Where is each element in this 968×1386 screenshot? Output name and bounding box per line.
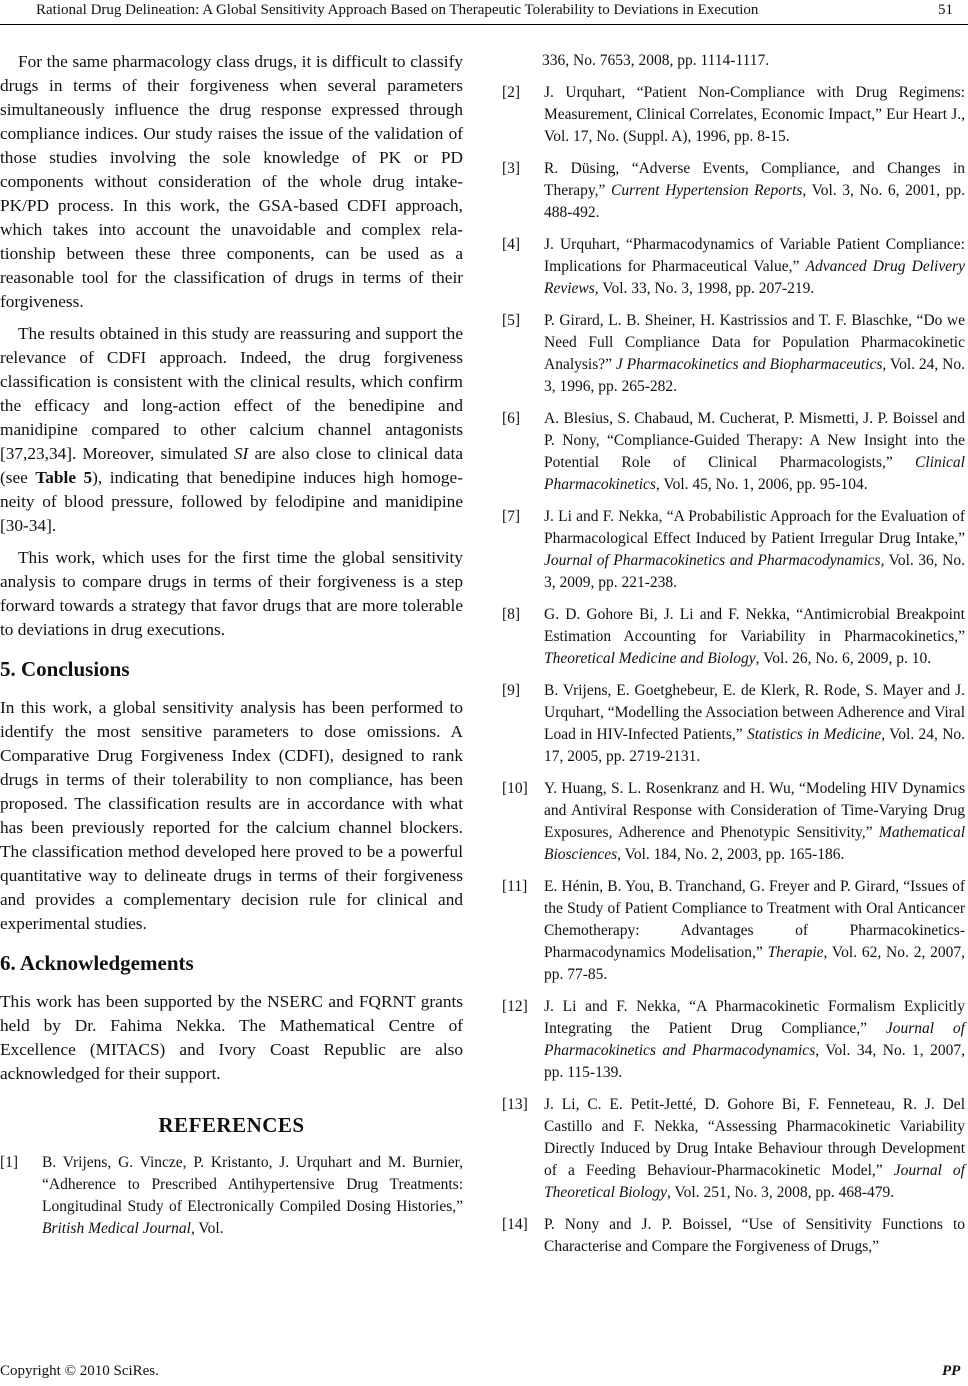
reference-text: E. Hénin, B. You, B. Tranchand, G. Freyer and P. Girard, “Issues of the Study of Patient Compliance to Treatment with Oral Anticancer Chemotherapy: Advantages of Pharmacokinetics-Pharmacodynamics Modelisation,” Therapie, Vol. 62, No. 2, 2007, pp. 77-85. bbox=[544, 878, 965, 983]
reference-text: R. Düsing, “Adverse Events, Compliance, and Changes in Therapy,” Current Hypertension Reports, Vol. 3, No. 6, 2001, pp. 488-492. bbox=[544, 160, 965, 221]
reference-item bbox=[502, 876, 965, 986]
reference-text: J. Urquhart, “Pharmacodynamics of Variable Patient Compliance: Implications for Pharmaceutical Value,” Advanced Drug Delivery Reviews, Vol. 33, No. 3, 1998, pp. 207-219. bbox=[544, 236, 965, 297]
reference-text: A. Blesius, S. Chabaud, M. Cucherat, P. Mismetti, J. P. Boissel and P. Nony, “Compliance-Guided Therapy: A New Insight into the Potential Role of Clinical Pharmacologists,” Clinical Pharmacokinetics, Vol. 45, No. 1, 2006, pp. 95-104. bbox=[544, 410, 965, 493]
reference-number: [2] bbox=[502, 84, 521, 101]
reference-journal: Journal of Pharmacokinetics and Pharmacodynamics bbox=[544, 552, 881, 569]
reference-text: J. Li and F. Nekka, “A Probabilistic Approach for the Evaluation of Pharmacological Effect Induced by Patient Irregular Drug Intake,” Journal of Pharmacokinetics and Pharmacodynamics, Vol. 36, No. 3, 2009, pp. 221-238. bbox=[544, 508, 965, 591]
reference-item bbox=[502, 996, 965, 1084]
results-text-b: are also close to clinical data (see bbox=[0, 444, 463, 487]
reference-item bbox=[502, 82, 965, 148]
reference-item bbox=[502, 310, 965, 398]
reference-text: P. Nony and J. P. Boissel, “Use of Sensitivity Functions to Characterise and Compare the Forgiveness of Drugs,” bbox=[544, 1216, 965, 1255]
reference-journal: Mathematical Biosciences bbox=[544, 824, 965, 863]
journal-abbreviation: PP bbox=[942, 1363, 961, 1379]
reference-number: [4] bbox=[502, 236, 521, 253]
paragraph-forgiveness: For the same pharmacology class drugs, it is difficult to classify drugs in terms of their forgiveness when several parameters simultaneously influence the drug response expressed through compliance indices. Our study raises the issue of the validation of those studies involving the sole knowledge of PK or PD components without consideration of the whole drug intake-PK/PD process. In this work, the GSA-based CDFI approach, which takes into account the unavoidable and complex relationship between these three components, can be used as a reasonable tool for the classification of drugs in terms of their forgiveness. bbox=[0, 52, 463, 311]
reference-item bbox=[502, 680, 965, 768]
reference-text: P. Girard, L. B. Sheiner, H. Kastrissios and T. F. Blaschke, “Do we Need Full Compliance Data for Population Pharmacokinetic Analysis?” J Pharmacokinetics and Biopharmaceutics, Vol. 24, No. 3, 1996, pp. 265-282. bbox=[544, 312, 965, 395]
reference-text: G. D. Gohore Bi, J. Li and F. Nekka, “Antimicrobial Breakpoint Estimation Accounting for Variability in Pharmacokinetics,” Theoretical Medicine and Biology, Vol. 26, No. 6, 2009, p. 10. bbox=[544, 606, 965, 667]
reference-number: [14] bbox=[502, 1216, 528, 1233]
results-text-c: ), indicating that benedipine induces high homogeneity of blood pressure, followed by felodipine and manidipine [30-34]. bbox=[0, 468, 463, 535]
reference-list-right bbox=[502, 50, 965, 1258]
reference-item bbox=[502, 1214, 965, 1258]
reference-item bbox=[502, 408, 965, 496]
reference-text: 336, No. 7653, 2008, pp. 1114-1117. bbox=[542, 52, 770, 69]
paragraph-first-time: This work, which uses for the first time the global sensitivity analysis to compare drugs in terms of their forgiveness is a step forward towards a strategy that favor drugs that are more tolerable to deviations in drug executions. bbox=[0, 548, 463, 639]
reference-number: [5] bbox=[502, 312, 521, 329]
paragraph-results bbox=[0, 322, 463, 538]
reference-number: [6] bbox=[502, 410, 521, 427]
running-header bbox=[0, 0, 968, 24]
reference-journal: Statistics in Medicine bbox=[746, 726, 882, 743]
reference-journal: Advanced Drug Delivery Reviews bbox=[544, 258, 965, 297]
paragraph-acknowledgements: This work has been supported by the NSERC and FQRNT grants held by Dr. Fahima Nekka. The Mathematical Centre of Excellence (MITACS) and Ivory Coast Republic are also acknowledged for their support. bbox=[0, 992, 463, 1083]
reference-list-left bbox=[0, 1152, 463, 1240]
paragraph-conclusions: In this work, a global sensitivity analysis has been performed to identify the most sensitive parameters to dose omissions. A Comparative Drug Forgiveness Index (CDFI), designed to rank drugs in terms of their tolerability to non compliance, has been proposed. The classification results are in accordance with what has been previously reported for the calcium channel blockers. The classification method developed here proved to be a powerful quantitative way to delineate drugs in terms of their forgiveness and provides a complementary decision rule for clinical and experimental studies. bbox=[0, 698, 463, 933]
reference-number: [13] bbox=[502, 1096, 528, 1113]
copyright-notice: Copyright © 2010 SciRes. bbox=[0, 1363, 159, 1379]
si-term: SI bbox=[233, 444, 249, 463]
table-reference-link[interactable]: Table 5 bbox=[35, 468, 93, 487]
reference-item bbox=[0, 1152, 463, 1240]
results-text-a: The results obtained in this study are reassuring and support the relevance of CDFI approach. Indeed, the drug forgiveness classification is consistent with the clinical results, which confirm the efficacy and long-action effect of the benedipine and manidipine compared to other calcium channel antagonists [37,23,34]. Moreover, simulated bbox=[0, 324, 463, 463]
reference-item bbox=[502, 1094, 965, 1204]
reference-journal: J Pharmacokinetics and Biopharmaceutics bbox=[615, 356, 883, 373]
reference-journal: Clinical Pharmacokinetics bbox=[544, 454, 965, 493]
reference-text: J. Li, C. E. Petit-Jetté, D. Gohore Bi, F. Fenneteau, R. J. Del Castillo and F. Nekka, “Assessing Pharmacokinetic Variability Directly Induced by Drug Intake Behaviour through Development of a Feeding Behaviour-Pharmacokinetic Model,” Journal of Theoretical Biology, Vol. 251, No. 3, 2008, pp. 468-479. bbox=[544, 1096, 965, 1201]
reference-item bbox=[502, 234, 965, 300]
reference-journal: Journal of Pharmacokinetics and Pharmacodynamics bbox=[544, 1020, 965, 1059]
reference-journal: Current Hypertension Reports bbox=[610, 182, 803, 199]
page-number: 51 bbox=[938, 2, 953, 18]
reference-number: [1] bbox=[0, 1154, 19, 1171]
reference-number: [11] bbox=[502, 878, 528, 895]
reference-item bbox=[502, 778, 965, 866]
reference-number: [3] bbox=[502, 160, 521, 177]
section-heading-acknowledgements: 6. Acknowledgements bbox=[0, 951, 194, 975]
reference-journal: Therapie bbox=[767, 944, 824, 961]
reference-text: B. Vrijens, E. Goetghebeur, E. de Klerk, R. Rode, S. Mayer and J. Urquhart, “Modelling the Association between Adherence and Viral Load in HIV-Infected Patients,” Statistics in Medicine, Vol. 24, No. 17, 2005, pp. 2719-2131. bbox=[544, 682, 966, 765]
reference-number: [7] bbox=[502, 508, 521, 525]
reference-number: [9] bbox=[502, 682, 521, 699]
right-column bbox=[502, 50, 965, 1258]
reference-item bbox=[502, 604, 965, 670]
left-column bbox=[0, 50, 463, 1240]
reference-number: [12] bbox=[502, 998, 528, 1015]
references-heading: REFERENCES bbox=[158, 1113, 305, 1137]
reference-journal: British Medical Journal bbox=[42, 1220, 191, 1237]
reference-item bbox=[502, 506, 965, 594]
header-rule bbox=[0, 24, 968, 25]
page-footer bbox=[0, 1363, 968, 1385]
reference-journal: Theoretical Medicine and Biology bbox=[544, 650, 756, 667]
reference-number: [8] bbox=[502, 606, 521, 623]
reference-journal: Journal of Theoretical Biology bbox=[544, 1162, 965, 1201]
reference-text: J. Li and F. Nekka, “A Pharmacokinetic Formalism Explicitly Integrating the Patient Drug Compliance,” Journal of Pharmacokinetics and Pharmacodynamics, Vol. 34, No. 1, 2007, pp. 115-139. bbox=[544, 998, 966, 1081]
reference-number: [10] bbox=[502, 780, 528, 797]
reference-item bbox=[502, 158, 965, 224]
reference-text: J. Urquhart, “Patient Non-Compliance with Drug Regimens: Measurement, Clinical Correlates, Economic Impact,” Eur Heart J., Vol. 17, No. (Suppl. A), 1996, pp. 8-15. bbox=[544, 84, 965, 145]
running-title: Rational Drug Delineation: A Global Sensitivity Approach Based on Therapeutic Tolerability to Deviations in Execution bbox=[36, 2, 759, 18]
reference-text: B. Vrijens, G. Vincze, P. Kristanto, J. Urquhart and M. Burnier, “Adherence to Prescribed Antihypertensive Drug Treatments: Longitudinal Study of Electronically Compiled Dosing Histories,” British Medical Journal, Vol. bbox=[42, 1154, 463, 1237]
reference-text: Y. Huang, S. L. Rosenkranz and H. Wu, “Modeling HIV Dynamics and Antiviral Response with Consideration of Time-Varying Drug Exposures, Adherence and Phenotypic Sensitivity,” Mathematical Biosciences, Vol. 184, No. 2, 2003, pp. 165-186. bbox=[544, 780, 965, 863]
reference-item-continued bbox=[502, 50, 965, 72]
section-heading-conclusions: 5. Conclusions bbox=[0, 657, 130, 681]
